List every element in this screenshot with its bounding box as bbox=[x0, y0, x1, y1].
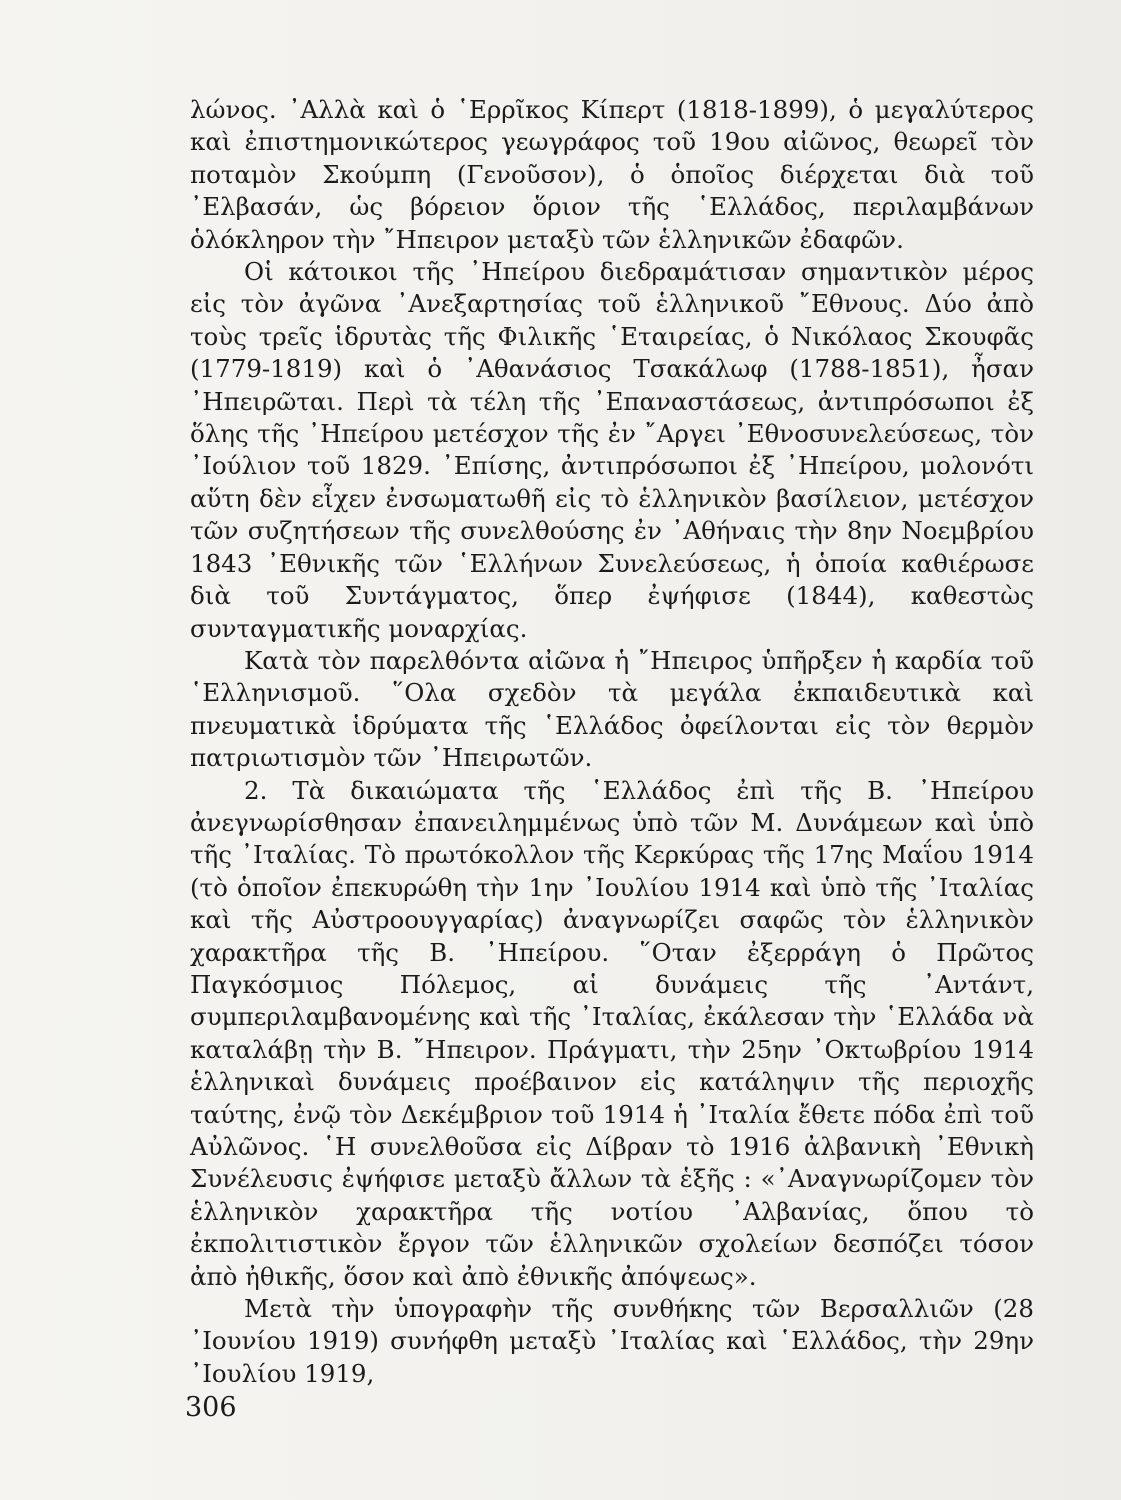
page-number: 306 bbox=[185, 1392, 237, 1423]
paragraph-continuation: λώνος. ᾿Αλλὰ καὶ ὁ ῾Ερρῖκος Κίπερτ (1818-1899), ὁ μεγαλύτερος καὶ ἐπιστημονικώτερος γεωγράφος τοῦ 19ου αἰῶνος, θεωρεῖ τὸν ποταμὸν Σκούμπη (Γενοῦσον), ὁ ὁποῖος διέρχεται διὰ τοῦ ᾿Ελβασάν, ὡς βόρειον ὅριον τῆς ῾Ελλάδος, περιλαμβάνων ὁλόκληρον τὴν ῎Ηπειρον μεταξὺ τῶν ἑλληνικῶν ἐδαφῶν. bbox=[190, 95, 1034, 254]
paragraph-rights-recognized: 2. Τὰ δικαιώματα τῆς ῾Ελλάδος ἐπὶ τῆς Β. ᾿Ηπείρου ἀνεγνωρίσθησαν ἐπανειλημμένως ὑπὸ τῶν Μ. Δυνάμεων καὶ ὑπὸ τῆς ᾿Ιταλίας. Τὸ πρωτόκολλον τῆς Κερκύρας τῆς 17ης Μαΐου 1914 (τὸ ὁποῖον ἐπεκυρώθη τὴν 1ην ᾿Ιουλίου 1914 καὶ ὑπὸ τῆς ᾿Ιταλίας καὶ τῆς Αὐστροουγγαρίας) ἀναγνωρίζει σαφῶς τὸν ἑλληνικὸν χαρακτῆρα τῆς Β. ᾿Ηπείρου. ῞Οταν ἐξερράγη ὁ Πρῶτος Παγκόσμιος Πόλεμος, αἱ δυνάμεις τῆς ᾿Αντάντ, συμπεριλαμβανομένης καὶ τῆς ᾿Ιταλίας, ἐκάλεσαν τὴν ῾Ελλάδα νὰ καταλάβῃ τὴν Β. ῎Ηπειρον. Πράγματι, τὴν 25ην ᾿Οκτωβρίου 1914 ἑλληνικαὶ δυνάμεις προέβαινον εἰς κατάληψιν τῆς περιοχῆς ταύτης, ἐνῷ τὸν Δεκέμβριον τοῦ 1914 ἡ ᾿Ιταλία ἔθετε πόδα ἐπὶ τοῦ Αὐλῶνος. ῾Η συνελθοῦσα εἰς Δίβραν τὸ 1916 ἀλβανικὴ ᾿Εθνικὴ Συνέλευσις ἐψήφισε μεταξὺ ἄλλων τὰ ἑξῆς : «᾿Αναγνωρίζομεν τὸν ἑλληνικὸν χαρακτῆρα τῆς νοτίου ᾿Αλβανίας, ὅπου τὸ ἐκπολιτιστικὸν ἔργον τῶν ἑλληνικῶν σχολείων δεσπόζει τόσον ἀπὸ ἠθικῆς, ὅσον καὶ ἀπὸ ἐθνικῆς ἀπόψεως». bbox=[190, 775, 1034, 1291]
paragraph-epirus-inhabitants: Οἱ κάτοικοι τῆς ᾿Ηπείρου διεδραμάτισαν σημαντικὸν μέρος εἰς τὸν ἀγῶνα ᾿Ανεξαρτησίας τοῦ ἑλληνικοῦ ῎Εθνους. Δύο ἀπὸ τοὺς τρεῖς ἱδρυτὰς τῆς Φιλικῆς ῾Εταιρείας, ὁ Νικόλαος Σκουφᾶς (1779-1819) καὶ ὁ ᾿Αθανάσιος Τσακάλωφ (1788-1851), ἦσαν ᾿Ηπειρῶται. Περὶ τὰ τέλη τῆς ᾿Επαναστάσεως, ἀντιπρόσωποι ἐξ ὅλης τῆς ᾿Ηπείρου μετέσχον τῆς ἐν ῎Αργει ᾿Εθνοσυνελεύσεως, τὸν ᾿Ιούλιον τοῦ 1829. ᾿Επίσης, ἀντιπρόσωποι ἐξ ᾿Ηπείρου, μολονότι αὕτη δὲν εἶχεν ἐνσωματωθῆ εἰς τὸ ἑλληνικὸν βασίλειον, μετέσχον τῶν συζητήσεων τῆς συνελθούσης ἐν ᾿Αθήναις τὴν 8ην Νοεμβρίου 1843 ᾿Εθνικῆς τῶν ῾Ελλήνων Συνελεύσεως, ἡ ὁποία καθιέρωσε διὰ τοῦ Συντάγματος, ὅπερ ἐψήφισε (1844), καθεστὼς συνταγματικῆς μοναρχίας. bbox=[190, 257, 1034, 643]
paragraph-heart-of-hellenism: Κατὰ τὸν παρελθόντα αἰῶνα ἡ ῎Ηπειρος ὑπῆρξεν ἡ καρδία τοῦ ῾Ελληνισμοῦ. ῞Ολα σχεδὸν τὰ μεγάλα ἐκπαιδευτικὰ καὶ πνευματικὰ ἱδρύματα τῆς ῾Ελλάδος ὀφείλονται εἰς τὸν θερμὸν πατριωτισμὸν τῶν ᾿Ηπειρωτῶν. bbox=[190, 645, 1034, 773]
paragraph-versailles-treaty: Μετὰ τὴν ὑπογραφὴν τῆς συνθήκης τῶν Βερσαλλιῶν (28 ᾿Ιουνίου 1919) συνήφθη μεταξὺ ᾿Ιταλίας καὶ ῾Ελλάδος, τὴν 29ην ᾿Ιουλίου 1919, bbox=[190, 1294, 1034, 1388]
body-text bbox=[190, 94, 1034, 1390]
